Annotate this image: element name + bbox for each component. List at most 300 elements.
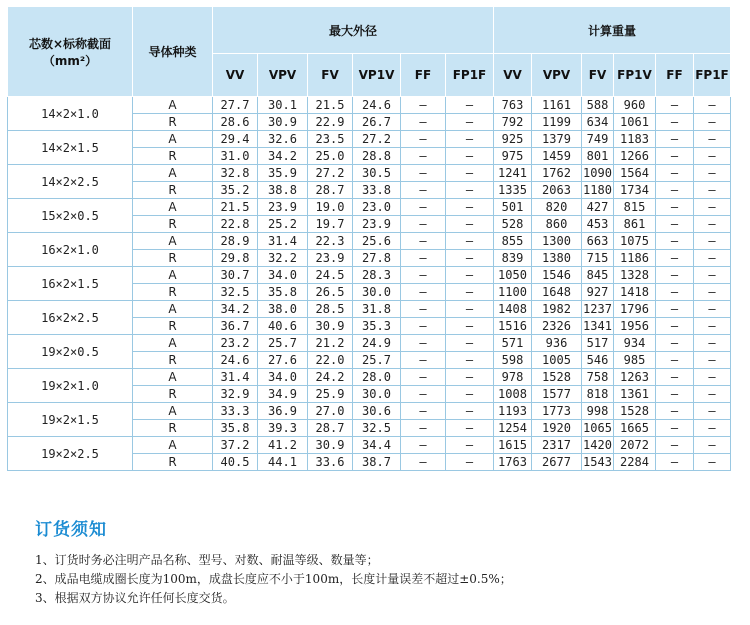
weight-cell: 1008 xyxy=(494,386,532,403)
od-cell: – xyxy=(401,233,446,250)
od-cell: – xyxy=(401,114,446,131)
od-cell: 29.4 xyxy=(213,131,258,148)
od-cell: 21.5 xyxy=(308,97,353,114)
weight-cell: – xyxy=(656,250,694,267)
weight-cell: – xyxy=(656,284,694,301)
od-cell: 25.0 xyxy=(308,148,353,165)
conductor-type-cell: A xyxy=(133,165,213,182)
od-cell: 35.8 xyxy=(258,284,308,301)
weight-cell: – xyxy=(694,335,731,352)
weight-cell: 925 xyxy=(494,131,532,148)
weight-cell: 1254 xyxy=(494,420,532,437)
note-item-3: 3、根据双方协议允许任何长度交货。 xyxy=(35,591,235,605)
od-col-fp1f: FP1F xyxy=(446,54,494,97)
header-weight: 计算重量 xyxy=(494,7,731,54)
weight-cell: 1920 xyxy=(532,420,582,437)
conductor-type-cell: A xyxy=(133,403,213,420)
weight-cell: – xyxy=(694,403,731,420)
od-cell: – xyxy=(446,420,494,437)
od-cell: 23.9 xyxy=(308,250,353,267)
od-cell: – xyxy=(401,131,446,148)
od-cell: 25.6 xyxy=(353,233,401,250)
weight-cell: – xyxy=(694,454,731,471)
note-item-1: 1、订货时务必注明产品名称、型号、对数、耐温等级、数量等； xyxy=(35,553,379,567)
conductor-type-cell: A xyxy=(133,267,213,284)
spec-cell: 14×2×2.5 xyxy=(8,165,133,199)
conductor-type-cell: A xyxy=(133,199,213,216)
weight-cell: – xyxy=(656,165,694,182)
od-col-ff: FF xyxy=(401,54,446,97)
od-cell: 34.4 xyxy=(353,437,401,454)
weight-cell: 1528 xyxy=(614,403,656,420)
weight-cell: – xyxy=(694,233,731,250)
od-cell: 22.0 xyxy=(308,352,353,369)
weight-cell: – xyxy=(656,233,694,250)
weight-cell: – xyxy=(656,182,694,199)
conductor-type-cell: R xyxy=(133,352,213,369)
weight-cell: 1090 xyxy=(583,166,612,180)
conductor-type-cell: R xyxy=(133,318,213,335)
conductor-type-cell: R xyxy=(133,114,213,131)
table-row xyxy=(8,233,731,250)
weight-cell: – xyxy=(656,318,694,335)
od-cell: – xyxy=(446,437,494,454)
od-cell: 30.9 xyxy=(308,437,353,454)
od-cell: 23.5 xyxy=(308,131,353,148)
weight-cell: 792 xyxy=(494,114,532,131)
conductor-type-cell: A xyxy=(133,233,213,250)
table-row xyxy=(8,267,731,284)
weight-cell: 517 xyxy=(582,335,614,352)
table-row xyxy=(8,403,731,420)
weight-col-vpv: VPV xyxy=(532,54,582,97)
od-cell: 27.2 xyxy=(353,131,401,148)
weight-cell: – xyxy=(694,369,731,386)
od-cell: 40.5 xyxy=(213,454,258,471)
weight-cell: – xyxy=(694,352,731,369)
weight-cell: 1193 xyxy=(494,403,532,420)
weight-cell: 960 xyxy=(614,97,656,114)
ordering-notes xyxy=(35,515,512,609)
od-cell: 31.8 xyxy=(353,301,401,318)
weight-cell: 758 xyxy=(582,369,614,386)
weight-cell: – xyxy=(656,97,694,114)
weight-col-fp1f: FP1F xyxy=(694,54,731,97)
od-cell: – xyxy=(401,386,446,403)
weight-cell: 2072 xyxy=(614,437,656,454)
od-cell: 27.0 xyxy=(308,403,353,420)
header-max-od: 最大外径 xyxy=(213,7,494,54)
weight-cell: 1075 xyxy=(614,233,656,250)
weight-cell: 1263 xyxy=(614,369,656,386)
weight-cell: 1335 xyxy=(494,182,532,199)
weight-cell: – xyxy=(694,148,731,165)
weight-cell: – xyxy=(694,216,731,233)
weight-cell: – xyxy=(656,386,694,403)
conductor-type-cell: A xyxy=(133,369,213,386)
spec-cell: 16×2×1.5 xyxy=(8,267,133,301)
note-item-2: 2、成品电缆成圈长度为100m，成盘长度应不小于100m，长度计量误差不超过±0.5%； xyxy=(35,572,512,586)
weight-cell: 1982 xyxy=(532,301,582,318)
od-cell: 38.0 xyxy=(258,301,308,318)
weight-cell: 715 xyxy=(582,250,614,267)
od-cell: – xyxy=(446,369,494,386)
od-cell: – xyxy=(401,250,446,267)
weight-cell: 2326 xyxy=(532,318,582,335)
conductor-type-cell: R xyxy=(133,148,213,165)
weight-cell: – xyxy=(656,420,694,437)
table-row xyxy=(8,165,731,182)
weight-cell: – xyxy=(656,437,694,454)
od-cell: 19.7 xyxy=(308,216,353,233)
weight-cell: 588 xyxy=(582,97,614,114)
weight-cell: 1956 xyxy=(614,318,656,335)
od-cell: 24.2 xyxy=(308,369,353,386)
weight-cell: 546 xyxy=(582,352,614,369)
weight-cell: – xyxy=(656,352,694,369)
od-cell: – xyxy=(446,148,494,165)
od-cell: 34.2 xyxy=(258,148,308,165)
od-cell: 25.7 xyxy=(353,352,401,369)
od-cell: 32.5 xyxy=(353,420,401,437)
weight-cell: – xyxy=(656,369,694,386)
weight-cell: 427 xyxy=(582,199,614,216)
od-cell: 23.2 xyxy=(213,335,258,352)
od-cell: 36.7 xyxy=(213,318,258,335)
od-cell: – xyxy=(446,301,494,318)
od-cell: – xyxy=(401,335,446,352)
od-cell: 38.7 xyxy=(353,454,401,471)
od-cell: 24.6 xyxy=(353,97,401,114)
conductor-type-cell: A xyxy=(133,301,213,318)
weight-cell: 998 xyxy=(582,403,614,420)
weight-cell: 634 xyxy=(582,114,614,131)
weight-cell: 1328 xyxy=(614,267,656,284)
spec-cell: 19×2×1.0 xyxy=(8,369,133,403)
od-cell: – xyxy=(446,233,494,250)
conductor-type-cell: R xyxy=(133,216,213,233)
weight-cell: 975 xyxy=(494,148,532,165)
weight-cell: – xyxy=(694,267,731,284)
weight-cell: – xyxy=(694,420,731,437)
od-col-vpv: VPV xyxy=(258,54,308,97)
weight-cell: 749 xyxy=(582,131,614,148)
od-cell: 30.5 xyxy=(353,165,401,182)
weight-cell: – xyxy=(656,216,694,233)
od-cell: 28.7 xyxy=(308,420,353,437)
od-cell: 25.2 xyxy=(258,216,308,233)
od-cell: – xyxy=(446,386,494,403)
weight-cell: 1418 xyxy=(614,284,656,301)
weight-cell: 1773 xyxy=(532,403,582,420)
od-cell: 23.9 xyxy=(258,199,308,216)
spec-cell: 19×2×0.5 xyxy=(8,335,133,369)
od-cell: – xyxy=(446,97,494,114)
weight-cell: 1161 xyxy=(532,97,582,114)
od-cell: 28.8 xyxy=(353,148,401,165)
od-cell: 31.0 xyxy=(213,148,258,165)
spec-table xyxy=(7,6,731,471)
od-cell: 22.3 xyxy=(308,233,353,250)
od-cell: 32.2 xyxy=(258,250,308,267)
weight-cell: 501 xyxy=(494,199,532,216)
weight-cell: 1379 xyxy=(532,131,582,148)
od-cell: 32.9 xyxy=(213,386,258,403)
weight-cell: 1763 xyxy=(494,454,532,471)
conductor-type-cell: R xyxy=(133,182,213,199)
od-cell: – xyxy=(401,216,446,233)
weight-cell: 1543 xyxy=(583,455,612,469)
weight-cell: 934 xyxy=(614,335,656,352)
od-cell: – xyxy=(446,114,494,131)
od-cell: 27.8 xyxy=(353,250,401,267)
od-cell: 23.0 xyxy=(353,199,401,216)
weight-cell: – xyxy=(694,437,731,454)
weight-col-vv: VV xyxy=(494,54,532,97)
weight-cell: – xyxy=(656,454,694,471)
weight-cell: 1734 xyxy=(614,182,656,199)
od-cell: – xyxy=(401,165,446,182)
od-cell: 32.5 xyxy=(213,284,258,301)
weight-cell: 1420 xyxy=(583,438,612,452)
spec-cell: 19×2×2.5 xyxy=(8,437,133,471)
conductor-type-cell: R xyxy=(133,454,213,471)
od-cell: 24.5 xyxy=(308,267,353,284)
weight-cell: 1564 xyxy=(614,165,656,182)
conductor-type-cell: R xyxy=(133,420,213,437)
weight-cell: – xyxy=(694,284,731,301)
od-cell: 44.1 xyxy=(258,454,308,471)
od-cell: 30.0 xyxy=(353,284,401,301)
od-cell: 28.7 xyxy=(308,182,353,199)
od-cell: 26.5 xyxy=(308,284,353,301)
od-cell: 21.2 xyxy=(308,335,353,352)
conductor-type-cell: A xyxy=(133,97,213,114)
od-cell: – xyxy=(401,437,446,454)
od-cell: 34.0 xyxy=(258,369,308,386)
od-cell: – xyxy=(446,318,494,335)
od-cell: 37.2 xyxy=(213,437,258,454)
weight-cell: – xyxy=(694,301,731,318)
od-cell: – xyxy=(401,420,446,437)
weight-cell: 985 xyxy=(614,352,656,369)
weight-cell: 1266 xyxy=(614,148,656,165)
od-cell: – xyxy=(446,454,494,471)
od-cell: 25.9 xyxy=(308,386,353,403)
od-cell: 35.8 xyxy=(213,420,258,437)
weight-cell: 1361 xyxy=(614,386,656,403)
spec-cell: 16×2×1.0 xyxy=(8,233,133,267)
weight-cell: 453 xyxy=(582,216,614,233)
spec-cell: 15×2×0.5 xyxy=(8,199,133,233)
od-cell: 35.9 xyxy=(258,165,308,182)
od-cell: 28.0 xyxy=(353,369,401,386)
od-cell: 22.8 xyxy=(213,216,258,233)
weight-cell: 1380 xyxy=(532,250,582,267)
weight-cell: 663 xyxy=(582,233,614,250)
od-cell: 24.9 xyxy=(353,335,401,352)
table-row xyxy=(8,97,731,114)
weight-cell: 1237 xyxy=(583,302,612,316)
od-cell: – xyxy=(401,369,446,386)
od-cell: – xyxy=(446,199,494,216)
od-cell: – xyxy=(446,335,494,352)
header-spec: 芯数×标称截面（mm²） xyxy=(8,7,133,97)
weight-cell: – xyxy=(694,114,731,131)
weight-cell: 1005 xyxy=(532,352,582,369)
weight-cell: – xyxy=(694,182,731,199)
od-cell: 28.9 xyxy=(213,233,258,250)
od-cell: – xyxy=(446,352,494,369)
weight-cell: 763 xyxy=(494,97,532,114)
weight-cell: 860 xyxy=(532,216,582,233)
od-cell: 23.9 xyxy=(353,216,401,233)
table-row xyxy=(8,301,731,318)
weight-cell: 2317 xyxy=(532,437,582,454)
weight-cell: 801 xyxy=(582,148,614,165)
od-cell: – xyxy=(446,131,494,148)
od-cell: 30.0 xyxy=(353,386,401,403)
od-cell: 22.9 xyxy=(308,114,353,131)
od-cell: – xyxy=(446,284,494,301)
od-cell: 29.8 xyxy=(213,250,258,267)
weight-cell: – xyxy=(694,318,731,335)
weight-cell: – xyxy=(656,199,694,216)
od-cell: – xyxy=(446,267,494,284)
notes-title: 订货须知 xyxy=(35,520,107,540)
od-cell: 34.0 xyxy=(258,267,308,284)
weight-cell: – xyxy=(694,97,731,114)
od-col-vv: VV xyxy=(213,54,258,97)
table-row xyxy=(8,131,731,148)
od-cell: – xyxy=(401,97,446,114)
od-cell: 34.2 xyxy=(213,301,258,318)
od-cell: 27.7 xyxy=(213,97,258,114)
weight-cell: 528 xyxy=(494,216,532,233)
od-cell: – xyxy=(446,182,494,199)
od-cell: 21.5 xyxy=(213,199,258,216)
weight-cell: 936 xyxy=(532,335,582,352)
od-cell: 32.6 xyxy=(258,131,308,148)
od-cell: 19.0 xyxy=(308,199,353,216)
conductor-type-cell: A xyxy=(133,437,213,454)
od-cell: 33.6 xyxy=(308,454,353,471)
conductor-type-cell: R xyxy=(133,250,213,267)
od-cell: 26.7 xyxy=(353,114,401,131)
od-col-vp1v: VP1V xyxy=(353,54,401,97)
od-cell: 32.8 xyxy=(213,165,258,182)
spec-cell: 14×2×1.5 xyxy=(8,131,133,165)
weight-cell: – xyxy=(656,335,694,352)
weight-col-ff: FF xyxy=(656,54,694,97)
od-cell: – xyxy=(401,301,446,318)
od-cell: – xyxy=(401,352,446,369)
weight-cell: 571 xyxy=(494,335,532,352)
weight-cell: 845 xyxy=(582,267,614,284)
weight-cell: 2284 xyxy=(614,454,656,471)
table-row xyxy=(8,369,731,386)
od-cell: 41.2 xyxy=(258,437,308,454)
weight-cell: – xyxy=(694,250,731,267)
od-cell: 31.4 xyxy=(258,233,308,250)
od-cell: – xyxy=(401,267,446,284)
od-cell: 34.9 xyxy=(258,386,308,403)
weight-cell: 2063 xyxy=(532,182,582,199)
weight-cell: 1577 xyxy=(532,386,582,403)
weight-cell: 1050 xyxy=(494,267,532,284)
spec-cell: 14×2×1.0 xyxy=(8,97,133,131)
od-cell: 30.9 xyxy=(308,318,353,335)
header-conductor: 导体种类 xyxy=(133,7,213,97)
conductor-type-cell: A xyxy=(133,335,213,352)
od-cell: – xyxy=(446,165,494,182)
weight-cell: 1341 xyxy=(583,319,612,333)
od-cell: – xyxy=(401,403,446,420)
od-cell: 30.1 xyxy=(258,97,308,114)
conductor-type-cell: A xyxy=(133,131,213,148)
weight-cell: 861 xyxy=(614,216,656,233)
weight-cell: 2677 xyxy=(532,454,582,471)
od-cell: 30.9 xyxy=(258,114,308,131)
od-cell: – xyxy=(401,318,446,335)
conductor-type-cell: R xyxy=(133,284,213,301)
weight-cell: – xyxy=(656,148,694,165)
od-cell: 33.3 xyxy=(213,403,258,420)
weight-cell: 978 xyxy=(494,369,532,386)
weight-cell: 927 xyxy=(582,284,614,301)
od-cell: 36.9 xyxy=(258,403,308,420)
weight-cell: – xyxy=(656,267,694,284)
weight-cell: 839 xyxy=(494,250,532,267)
weight-cell: 598 xyxy=(494,352,532,369)
weight-cell: 1408 xyxy=(494,301,532,318)
od-cell: 25.7 xyxy=(258,335,308,352)
od-cell: 27.2 xyxy=(308,165,353,182)
weight-cell: 818 xyxy=(582,386,614,403)
weight-cell: 1762 xyxy=(532,165,582,182)
od-cell: – xyxy=(446,216,494,233)
weight-col-fp1v: FP1V xyxy=(614,54,656,97)
od-cell: – xyxy=(401,199,446,216)
od-cell: 24.6 xyxy=(213,352,258,369)
spec-cell: 19×2×1.5 xyxy=(8,403,133,437)
weight-cell: 1061 xyxy=(614,114,656,131)
weight-cell: 815 xyxy=(614,199,656,216)
od-cell: 40.6 xyxy=(258,318,308,335)
table-row xyxy=(8,335,731,352)
od-cell: 28.6 xyxy=(213,114,258,131)
weight-cell: 1459 xyxy=(532,148,582,165)
weight-cell: 1241 xyxy=(494,165,532,182)
weight-cell: – xyxy=(694,386,731,403)
weight-cell: 820 xyxy=(532,199,582,216)
od-col-fv: FV xyxy=(308,54,353,97)
weight-cell: 1615 xyxy=(494,437,532,454)
weight-cell: 1186 xyxy=(614,250,656,267)
od-cell: 35.2 xyxy=(213,182,258,199)
weight-cell: – xyxy=(656,131,694,148)
od-cell: – xyxy=(446,250,494,267)
weight-cell: 1183 xyxy=(614,131,656,148)
weight-cell: – xyxy=(694,199,731,216)
weight-cell: 1180 xyxy=(583,183,612,197)
weight-cell: 1528 xyxy=(532,369,582,386)
weight-cell: – xyxy=(656,114,694,131)
weight-cell: 1100 xyxy=(494,284,532,301)
weight-cell: 855 xyxy=(494,233,532,250)
weight-cell: – xyxy=(694,131,731,148)
od-cell: – xyxy=(446,403,494,420)
